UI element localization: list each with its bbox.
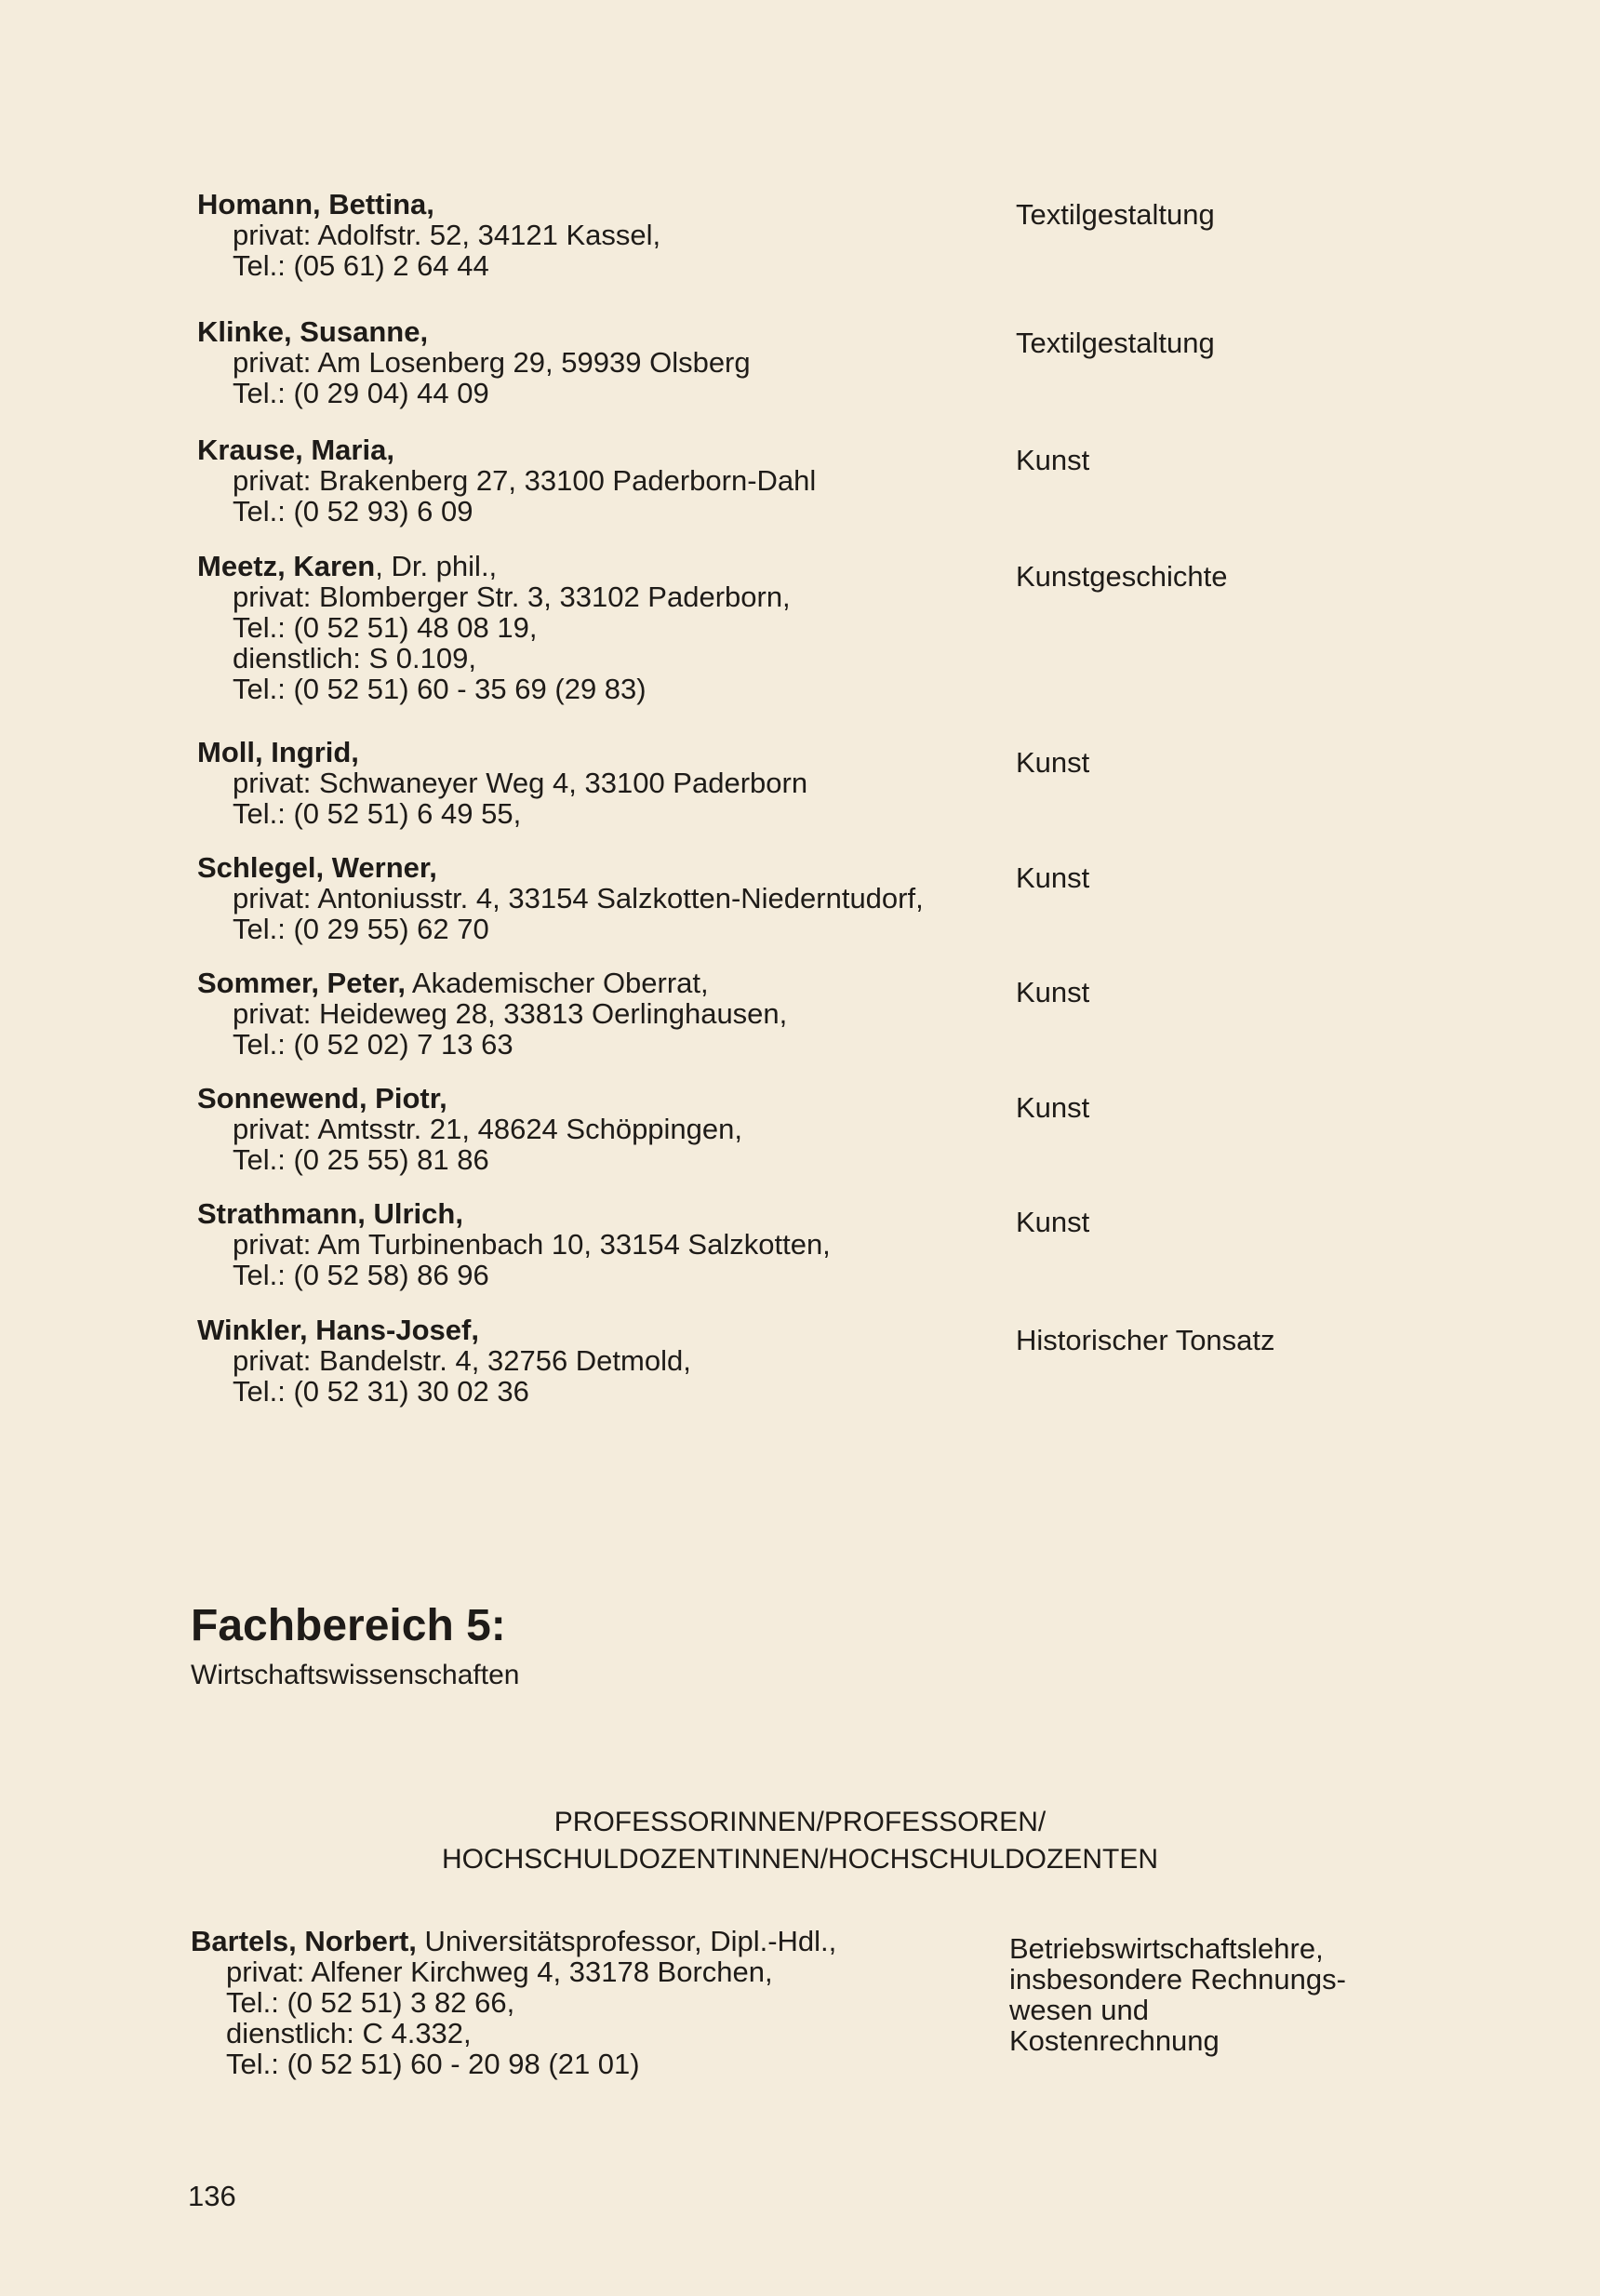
entry-phone: Tel.: (0 52 51) 48 08 19, bbox=[233, 611, 538, 644]
directory-entry bbox=[197, 434, 979, 527]
entry-title: Universitätsprofessor, Dipl.-Hdl., bbox=[416, 1925, 837, 1957]
entry-phone: Tel.: (0 29 55) 62 70 bbox=[233, 913, 489, 945]
directory-entry bbox=[197, 737, 979, 829]
directory-entry bbox=[197, 189, 979, 281]
entry-subject: Kunst bbox=[1016, 1206, 1090, 1238]
entry-subject: Kunst bbox=[1016, 1091, 1090, 1124]
entry-name: Schlegel, Werner, bbox=[197, 851, 437, 884]
page-number: 136 bbox=[188, 2180, 236, 2212]
entry-office: dienstlich: C 4.332, bbox=[226, 2017, 472, 2049]
entry-address: privat: Alfener Kirchweg 4, 33178 Borchen, bbox=[226, 1956, 773, 1988]
entry-name: Bartels, Norbert, bbox=[191, 1925, 417, 1957]
entry-title: , Dr. phil., bbox=[375, 550, 498, 582]
entry-address: privat: Adolfstr. 52, 34121 Kassel, bbox=[233, 219, 661, 251]
section-title: Fachbereich 5: bbox=[191, 1601, 506, 1650]
entry-address: privat: Schwaneyer Weg 4, 33100 Paderborn bbox=[233, 767, 808, 799]
entry-office: dienstlich: S 0.109, bbox=[233, 642, 476, 674]
entry-subject: Kunst bbox=[1016, 746, 1090, 779]
entry-name: Sommer, Peter, bbox=[197, 967, 407, 999]
entry-address: privat: Antoniusstr. 4, 33154 Salzkotten-Niederntudorf, bbox=[233, 882, 924, 914]
entry-subject: Historischer Tonsatz bbox=[1016, 1324, 1275, 1356]
group-heading-line: PROFESSORINNEN/PROFESSOREN/ bbox=[553, 1807, 1047, 1837]
directory-entry bbox=[197, 1315, 979, 1407]
entry-subject: Kunst bbox=[1016, 861, 1090, 894]
entry-phone: Tel.: (0 52 58) 86 96 bbox=[233, 1259, 489, 1291]
group-heading-line: HOCHSCHULDOZENTINNEN/HOCHSCHULDOZENTEN bbox=[441, 1844, 1159, 1875]
entry-phone: Tel.: (0 52 02) 7 13 63 bbox=[233, 1028, 513, 1061]
directory-entry bbox=[197, 1083, 979, 1175]
entry-phone: Tel.: (0 29 04) 44 09 bbox=[233, 377, 489, 409]
entry-subject: Kunstgeschichte bbox=[1016, 560, 1228, 593]
entry-office-phone: Tel.: (0 52 51) 60 - 35 69 (29 83) bbox=[233, 673, 647, 705]
entry-name: Krause, Maria, bbox=[197, 434, 394, 466]
entry-address: privat: Bandelstr. 4, 32756 Detmold, bbox=[233, 1344, 691, 1377]
entry-address: privat: Am Turbinenbach 10, 33154 Salzkotten, bbox=[233, 1228, 831, 1261]
entry-phone: Tel.: (0 52 31) 30 02 36 bbox=[233, 1375, 529, 1408]
entry-address: privat: Amtsstr. 21, 48624 Schöppingen, bbox=[233, 1113, 743, 1145]
directory-entry bbox=[197, 968, 979, 1060]
entry-name: Klinke, Susanne, bbox=[197, 315, 429, 348]
entry-address: privat: Brakenberg 27, 33100 Paderborn-Dahl bbox=[233, 464, 817, 497]
entry-subject: Kunst bbox=[1016, 444, 1090, 476]
entry-name: Meetz, Karen bbox=[197, 550, 376, 582]
entry-subject: Betriebswirtschaftslehre, insbesondere Rechnungs- wesen und Kostenrechnung bbox=[1009, 1932, 1346, 2057]
entry-name: Winkler, Hans-Josef, bbox=[197, 1314, 479, 1346]
entry-subject: Textilgestaltung bbox=[1016, 198, 1215, 231]
directory-entry bbox=[197, 1198, 979, 1290]
entry-title: Akademischer Oberrat, bbox=[406, 967, 709, 999]
entry-name: Homann, Bettina, bbox=[197, 188, 434, 220]
entry-phone: Tel.: (0 25 55) 81 86 bbox=[233, 1143, 489, 1176]
entry-name: Moll, Ingrid, bbox=[197, 736, 359, 768]
entry-subject: Kunst bbox=[1016, 976, 1090, 1008]
entry-office-phone: Tel.: (0 52 51) 60 - 20 98 (21 01) bbox=[226, 2048, 640, 2080]
entry-address: privat: Am Losenberg 29, 59939 Olsberg bbox=[233, 346, 751, 379]
entry-address: privat: Heideweg 28, 33813 Oerlinghausen, bbox=[233, 997, 788, 1030]
entry-name: Sonnewend, Piotr, bbox=[197, 1082, 447, 1115]
entry-phone: Tel.: (0 52 51) 3 82 66, bbox=[226, 1986, 515, 2019]
section-subtitle: Wirtschaftswissenschaften bbox=[191, 1660, 520, 1690]
directory-entry bbox=[197, 551, 979, 704]
entry-phone: Tel.: (0 52 51) 6 49 55, bbox=[233, 797, 522, 830]
entry-phone: Tel.: (05 61) 2 64 44 bbox=[233, 249, 489, 282]
directory-entry bbox=[197, 852, 979, 944]
entry-address: privat: Blomberger Str. 3, 33102 Paderborn, bbox=[233, 581, 791, 613]
group-heading bbox=[353, 1804, 1247, 1878]
entry-phone: Tel.: (0 52 93) 6 09 bbox=[233, 495, 473, 527]
directory-entry bbox=[197, 316, 979, 408]
entry-name: Strathmann, Ulrich, bbox=[197, 1197, 463, 1230]
directory-entry bbox=[191, 1926, 972, 2079]
entry-subject: Textilgestaltung bbox=[1016, 327, 1215, 359]
